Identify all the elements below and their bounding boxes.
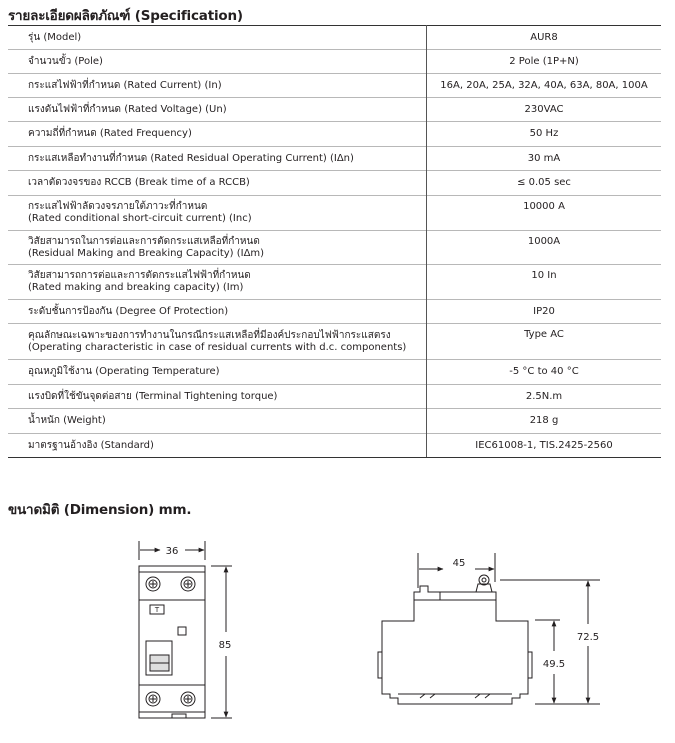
terminal-right (528, 652, 532, 678)
spec-label: วิสัยสามารถในการต่อและการตัดกระแสเหลือที่กำหนด (Residual Making and Breaking Capacity) (IΔm) (8, 231, 427, 265)
spec-label: กระแสเหลือทำงานที่กำหนด (Rated Residual Operating Current) (IΔn) (8, 147, 427, 171)
spec-label: น้ำหนัก (Weight) (8, 409, 427, 434)
spec-label: กระแสไฟฟ้าที่กำหนด (Rated Current) (In) (8, 74, 427, 98)
breaker-profile (382, 586, 528, 704)
spec-label: คุณลักษณะเฉพาะของการทำงานในกรณีกระแสเหลือที่มีองค์ประกอบไฟฟ้ากระแสตรง (Operating characteristic in case of residual currents with d.c. components) (8, 324, 427, 360)
terminal-left (378, 652, 382, 678)
spec-value: ≤ 0.05 sec (427, 171, 662, 196)
spec-value: -5 °C to 40 °C (427, 360, 662, 385)
side-inner-height-label: 49.5 (542, 659, 566, 670)
spec-value: 50 Hz (427, 122, 662, 147)
side-height-label: 72.5 (576, 632, 600, 643)
side-view (378, 553, 600, 704)
spec-value: Type AC (427, 324, 662, 360)
spec-label: จำนวนขั้ว (Pole) (8, 50, 427, 74)
front-view (139, 541, 232, 718)
spec-label: ระดับชั้นการป้องกัน (Degree Of Protection) (8, 300, 427, 324)
spec-value: AUR8 (427, 26, 662, 50)
spec-label: วิสัยสามารถการต่อและการตัดกระแสไฟฟ้าที่กำหนด (Rated making and breaking capacity) (Im) (8, 265, 427, 300)
spec-value: 16A, 20A, 25A, 32A, 40A, 63A, 80A, 100A (427, 74, 662, 98)
spec-value: 10000 A (427, 196, 662, 231)
front-width-label: 36 (165, 546, 179, 557)
screw-icon (146, 692, 160, 706)
spec-value: 10 In (427, 265, 662, 300)
screw-icon (181, 692, 195, 706)
spec-label: รุ่น (Model) (8, 26, 427, 50)
front-height-label: 85 (218, 640, 232, 651)
spec-label: อุณหภูมิใช้งาน (Operating Temperature) (8, 360, 427, 385)
din-clip (172, 714, 186, 718)
side-width-label: 45 (452, 558, 466, 569)
spec-value: IP20 (427, 300, 662, 324)
spec-label: แรงบิดที่ใช้ขันจุดต่อสาย (Terminal Tightening torque) (8, 385, 427, 409)
spec-value: 2 Pole (1P+N) (427, 50, 662, 74)
spec-label: เวลาตัดวงจรของ RCCB (Break time of a RCCB) (8, 171, 427, 196)
dimension-title: ขนาดมิติ (Dimension) mm. (8, 502, 192, 518)
spec-value: 230VAC (427, 98, 662, 122)
spec-label: กระแสไฟฟ้าลัดวงจรภายใต้ภาวะที่กำหนด (Rated conditional short-circuit current) (Inc) (8, 196, 427, 231)
screw-icon (146, 577, 160, 591)
test-button-label: T (154, 606, 160, 614)
spec-title: รายละเอียดผลิตภัณฑ์ (Specification) (8, 8, 243, 24)
spec-value: 2.5N.m (427, 385, 662, 409)
spec-value: 218 g (427, 409, 662, 434)
spec-value: 1000A (427, 231, 662, 265)
spec-value: IEC61008-1, TIS.2425-2560 (427, 434, 662, 458)
spec-value: 30 mA (427, 147, 662, 171)
screw-icon (181, 577, 195, 591)
spec-label: แรงดันไฟฟ้าที่กำหนด (Rated Voltage) (Un) (8, 98, 427, 122)
spec-label: ความถี่ที่กำหนด (Rated Frequency) (8, 122, 427, 147)
indicator-window (178, 627, 186, 635)
spec-label: มาตรฐานอ้างอิง (Standard) (8, 434, 427, 458)
